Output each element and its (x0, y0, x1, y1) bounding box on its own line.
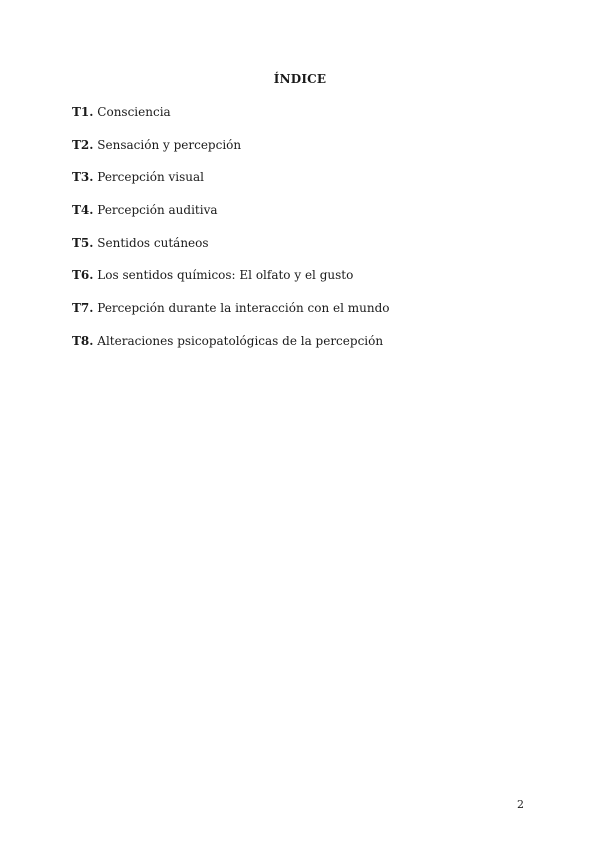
toc-entry-t8 (72, 334, 390, 367)
toc-entry-number: T1. (72, 105, 94, 119)
toc-entry-t6 (72, 268, 390, 301)
toc-entry-text: Sensación y percepción (97, 137, 242, 152)
toc-entry-text: Percepción visual (97, 170, 204, 185)
toc-entry-text: Los sentidos químicos: El olfato y el gusto (97, 268, 354, 283)
toc-entry-number: T5. (72, 235, 94, 250)
toc-entry-t2 (72, 138, 390, 171)
table-of-contents (72, 105, 390, 367)
toc-entry-text: Consciencia (97, 105, 171, 119)
toc-entry-text: Sentidos cutáneos (97, 235, 209, 250)
toc-entry-t3 (72, 170, 390, 203)
toc-entry-number: T7. (72, 301, 94, 316)
toc-entry-text: Percepción durante la interacción con el mundo (97, 301, 390, 316)
toc-entry-number: T6. (72, 268, 94, 283)
toc-entry-text: Percepción auditiva (97, 203, 218, 218)
toc-entry-t4 (72, 203, 390, 236)
toc-entry-t5 (72, 236, 390, 269)
page-title: ÍNDICE (273, 72, 327, 86)
toc-entry-t7 (72, 301, 390, 334)
toc-entry-text: Alteraciones psicopatológicas de la percepción (97, 333, 384, 348)
toc-entry-number: T4. (72, 203, 94, 218)
page-number: 2 (517, 798, 524, 811)
toc-entry-number: T2. (72, 137, 94, 152)
toc-entry-t1 (72, 105, 390, 138)
toc-entry-number: T3. (72, 170, 94, 185)
toc-entry-number: T8. (72, 333, 94, 348)
